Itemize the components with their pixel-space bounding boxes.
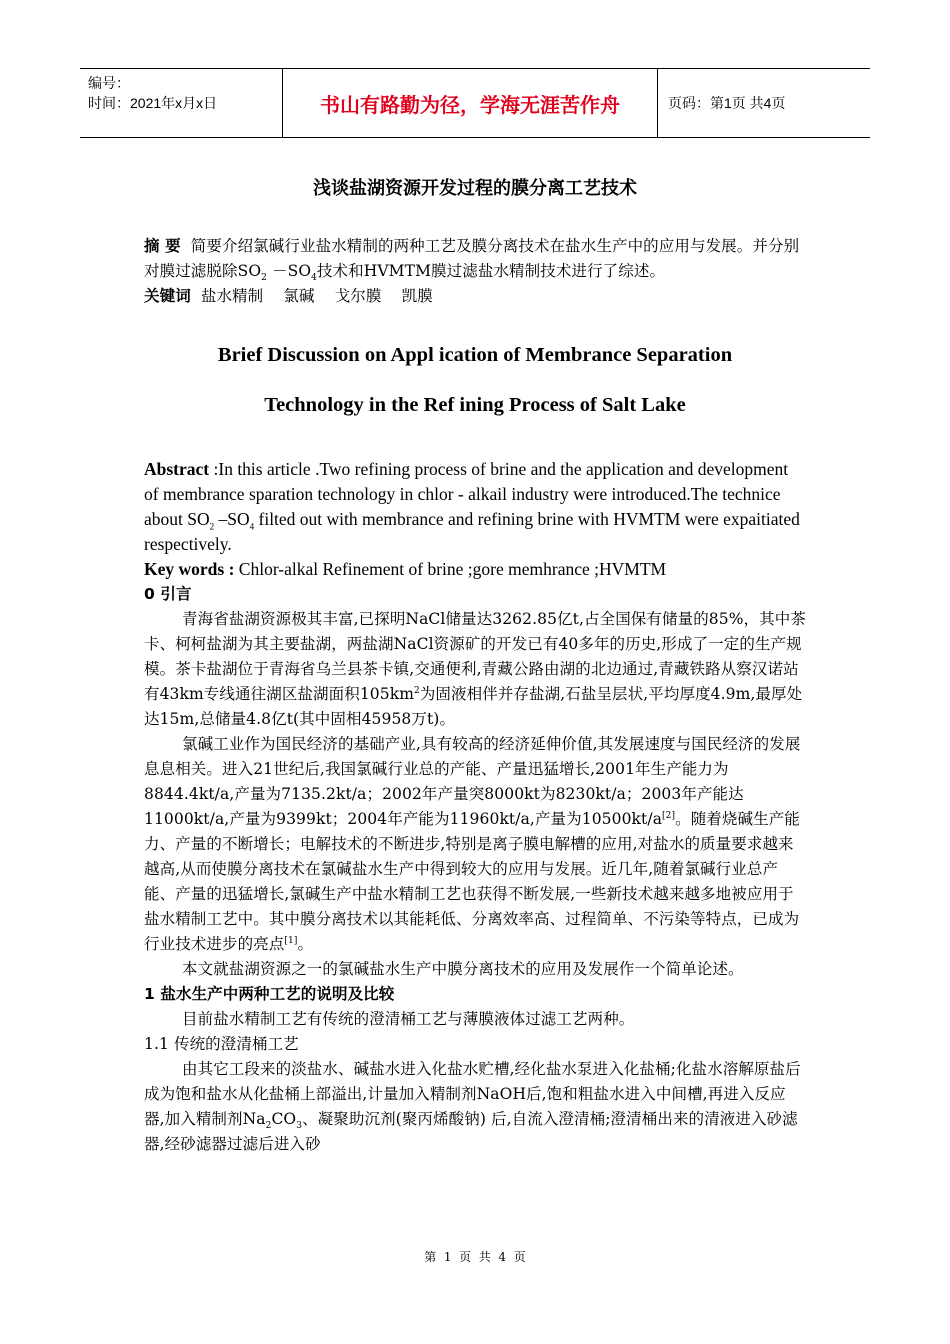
chinese-keywords: 关键词 盐水精制 氯碱 戈尔膜 凯膜 <box>144 287 433 305</box>
chinese-abstract-block <box>144 234 806 309</box>
paragraph: 氯碱工业作为国民经济的基础产业,具有较高的经济延伸价值,其发展速度与国民经济的发展息息相关。进入21世纪后,我国氯碱行业总的产能、产量迅猛增长,2001年生产能力为8844.4kt/a,产量为7135.2kt/a；2002年产量突8000kt为8230kt/a；2003年产能达11000kt/a,产量为9399kt；2004年产能为11960kt/a,产量为10500kt/a[2]。随着烧碱生产能力、产量的不断增长；电解技术的不断进步,特别是离子膜电解槽的应用,对盐水的质量要求越来越高,从而使膜分离技术在氯碱盐水生产中得到较大的应用与发展。近几年,随着氯碱行业总产能、产量的迅猛增长,氯碱生产中盐水精制工艺也获得不断发展,一些新技术越来越多地被应用于盐水精制工艺中。其中膜分离技术以其能耗低、分离效率高、过程简单、不污染等特点，已成为行业技术进步的亮点[1]。 <box>144 735 801 953</box>
section-0-heading: 0 引言 <box>144 585 192 603</box>
citation: [1] <box>284 935 298 946</box>
paragraph: 青海省盐湖资源极其丰富,已探明NaCl储量达3262.85亿t,占全国保有储量的85%，其中茶卡、柯柯盐湖为其主要盐湖，两盐湖NaCl资源矿的开发已有40多年的历史,形成了一定的生产规模。茶卡盐湖位于青海省乌兰县茶卡镇,交通便利,青藏公路由湖的北边通过,青藏铁路从察汉诺站有43km专线通往湖区盐湖面积$105km^2$为固液相伴并存盐湖,石盐呈层状,平均厚度4.9m,最厚处达15m,总储量4.8亿t(其中固相45958万t)。 <box>144 610 806 728</box>
page-footer: 第 1 页 共 4 页 <box>424 1250 526 1264</box>
citation: [2] <box>662 810 676 821</box>
keywords-label-cn: 关键词 <box>144 287 191 305</box>
english-abstract-block <box>144 457 806 582</box>
keywords-label-en: Key words : <box>144 559 235 579</box>
chinese-abstract: 摘 要 简要介绍氯碱行业盐水精制的两种工艺及膜分离技术在盐水生产中的应用与发展。并分别对膜过滤脱除$SO_2 -SO_4$技术和HVMTM膜过滤盐水精制技术进行了综述。 <box>144 237 800 284</box>
document-date: 时间：2021年x月x日 <box>88 95 218 111</box>
document-title: 浅谈盐湖资源开发过程的膜分离工艺技术 <box>313 178 637 199</box>
english-keywords: Key words : Chlor-alkal Refinement of brine ;gore memhrance ;HVMTM <box>144 559 667 579</box>
english-title-line-1: Brief Discussion on Appl ication of Membrance Separation <box>217 344 733 366</box>
header-meta <box>80 69 282 137</box>
document-number-label: 编号： <box>88 75 130 91</box>
header-motto: 书山有路勤为径，学海无涯苦作舟 <box>282 69 658 137</box>
english-title-line-2: Technology in the Ref ining Process of Salt Lake <box>264 394 686 416</box>
section-1-heading: 1 盐水生产中两种工艺的说明及比较 <box>144 985 395 1003</box>
paragraph: 由其它工段来的淡盐水、碱盐水进入化盐水贮槽,经化盐水泵进入化盐桶;化盐水溶解原盐后成为饱和盐水从化盐桶上部溢出,计量加入精制剂NaOH后,饱和粗盐水进入中间槽,再进入反应器,加入精制剂$Na_2CO_3$、凝聚助沉剂(聚丙烯酸钠) 后,自流入澄清桶;澄清桶出来的清液进入砂滤器,经砂滤器过滤后进入砂 <box>144 1060 801 1153</box>
body-text <box>144 582 806 1157</box>
header-page-number: 页码：第1页 共4页 <box>668 95 786 111</box>
abstract-label-cn: 摘 要 <box>144 237 181 255</box>
subsection-1-1-heading: 1.1 传统的澄清桶工艺 <box>144 1035 299 1053</box>
paragraph: 本文就盐湖资源之一的氯碱盐水生产中膜分离技术的应用及发展作一个简单论述。 <box>182 960 744 978</box>
english-abstract: Abstract :In this article .Two refining process of brine and the application and development of membrance sparation technology in chlor - alkail industry were introduced.The technice about $SO_2$ $-SO_4$ filted out with membrance and refining brine with HVMTM were expaitiated respectively. <box>144 459 800 554</box>
page-header <box>80 68 870 138</box>
paragraph: 目前盐水精制工艺有传统的澄清桶工艺与薄膜液体过滤工艺两种。 <box>182 1010 635 1028</box>
abstract-label-en: Abstract <box>144 459 210 479</box>
